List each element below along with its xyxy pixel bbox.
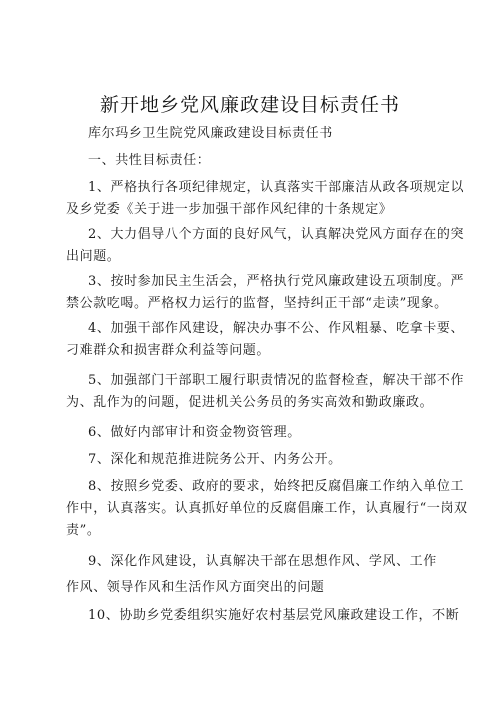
paragraph-line: 7、深化和规范推进院务公开、内务公开。 xyxy=(88,452,342,467)
paragraph-line: 为、乱作为的问题，促进机关公务员的务实高效和勤政廉政。 xyxy=(66,395,434,410)
paragraph-line: 作中，认真落实。认真抓好单位的反腐倡廉工作，认真履行“一岗双 xyxy=(66,501,468,516)
paragraph-line: 4、加强干部作风建设，解决办事不公、作风粗暴、吃拿卡要、 xyxy=(88,321,465,336)
paragraph-line: 禁公款吃喝。严格权力运行的监督，坚持纠正干部“走读”现象。 xyxy=(66,296,448,311)
document-title: 新开地乡党风廉政建设目标责任书 xyxy=(99,94,400,116)
paragraph-line: 1、严格执行各项纪律规定，认真落实干部廉洁从政各项规定以 xyxy=(88,180,465,195)
paragraph-line: 及乡党委《关于进一步加强干部作风纪律的十条规定》 xyxy=(66,202,393,217)
paragraph-line: 6、做好内部审计和资金物资管理。 xyxy=(88,425,301,440)
section-heading: 一、共性目标责任： xyxy=(88,153,211,168)
document-subtitle: 库尔玛乡卫生院党风廉政建设目标责任书 xyxy=(88,126,333,141)
paragraph-line: 3、按时参加民主生活会，严格执行党风廉政建设五项制度。严 xyxy=(88,274,465,289)
paragraph-line: 2、大力倡导八个方面的良好风气，认真解决党风方面存在的突 xyxy=(88,227,465,242)
paragraph-line: 作风、领导作风和生活作风方面突出的问题 xyxy=(66,580,325,595)
paragraph-line: 出问题。 xyxy=(66,249,121,264)
paragraph-line: 责”。 xyxy=(66,523,101,538)
paragraph-line: 5、加强部门干部职工履行职责情况的监督检查，解决干部不作 xyxy=(88,373,465,388)
paragraph-line: 10、协助乡党委组织实施好农村基层党风廉政建设工作，不断 xyxy=(88,608,460,623)
paragraph-line: 刁难群众和损害群众利益等问题。 xyxy=(66,343,271,358)
paragraph-line: 9、深化作风建设，认真解决干部在思想作风、学风、工作 xyxy=(88,554,437,569)
paragraph-line: 8、按照乡党委、政府的要求，始终把反腐倡廉工作纳入单位工 xyxy=(88,479,465,494)
